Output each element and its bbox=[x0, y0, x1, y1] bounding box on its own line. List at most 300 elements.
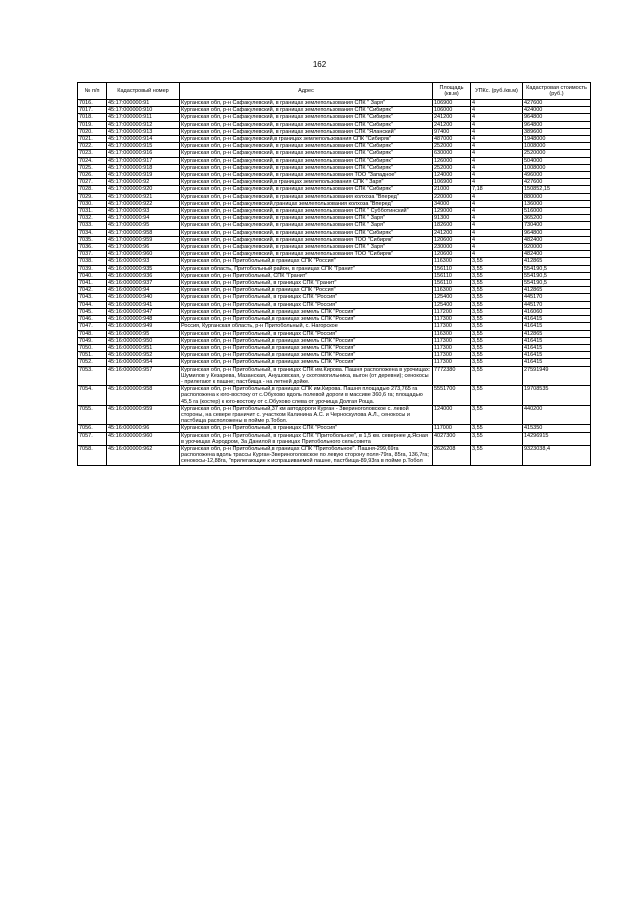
cadastral-cost: 880000 bbox=[523, 193, 591, 200]
row-number: 7021. bbox=[78, 136, 107, 143]
address: Курганская обл, р-н Сафакулевский, в границах землепользования СПК " Заря" bbox=[180, 100, 433, 107]
upks: 4 bbox=[471, 200, 523, 207]
upks: 4 bbox=[471, 150, 523, 157]
cadastral-cost: 554190,5 bbox=[523, 280, 591, 287]
row-number: 7026. bbox=[78, 172, 107, 179]
cadastral-cost: 482400 bbox=[523, 236, 591, 243]
table-row bbox=[78, 308, 591, 315]
upks: 4 bbox=[471, 136, 523, 143]
cadastral-number: 45:16:000000:952 bbox=[107, 352, 180, 359]
cadastral-number: 45:17:000000:960 bbox=[107, 251, 180, 258]
cadastral-cost: 2520000 bbox=[523, 150, 591, 157]
cadastral-cost: 136000 bbox=[523, 200, 591, 207]
cadastral-number: 45:17:000000:910 bbox=[107, 107, 180, 114]
row-number: 7051. bbox=[78, 352, 107, 359]
address: Курганская обл, р-н Сафакулевский, в границах землепользования СПК " Субботинский" bbox=[180, 208, 433, 215]
address: Курганская область, Притобольный район, в границах СПК "Гранит" bbox=[180, 265, 433, 272]
address: Россия, Курганская область, р-н Притобольный, с. Нагорское bbox=[180, 323, 433, 330]
area: 125400 bbox=[433, 301, 471, 308]
cadastral-number: 45:16:000000:936 bbox=[107, 272, 180, 279]
cadastral-number: 45:16:000000:947 bbox=[107, 308, 180, 315]
upks: 4 bbox=[471, 215, 523, 222]
address: Курганская обл, р-н Притобольный, в границах СПК "Россия" bbox=[180, 301, 433, 308]
upks: 4 bbox=[471, 236, 523, 243]
row-number: 7039. bbox=[78, 265, 107, 272]
cadastral-cost: 516000 bbox=[523, 208, 591, 215]
row-number: 7045. bbox=[78, 308, 107, 315]
upks: 4 bbox=[471, 100, 523, 107]
table-row bbox=[78, 179, 591, 186]
area: 117200 bbox=[433, 308, 471, 315]
row-number: 7016. bbox=[78, 100, 107, 107]
cadastral-cost: 412865 bbox=[523, 258, 591, 265]
cadastral-number: 45:16:000000:957 bbox=[107, 366, 180, 386]
header-cadastral-cost: Кадастровая стоимость (руб.) bbox=[523, 83, 591, 100]
row-number: 7044. bbox=[78, 301, 107, 308]
cadastral-number: 45:16:000000:958 bbox=[107, 386, 180, 406]
row-number: 7053. bbox=[78, 366, 107, 386]
row-number: 7029. bbox=[78, 193, 107, 200]
upks: 3,55 bbox=[471, 301, 523, 308]
cadastral-cost: 964800 bbox=[523, 114, 591, 121]
table-row bbox=[78, 200, 591, 207]
row-number: 7032. bbox=[78, 215, 107, 222]
upks: 4 bbox=[471, 164, 523, 171]
cadastral-number: 45:17:000000:916 bbox=[107, 150, 180, 157]
cadastral-number: 45:17:000000:94 bbox=[107, 215, 180, 222]
address: Курганская обл, р-н Сафакулевский, в границах землепользования колхоза "Вперед" bbox=[180, 193, 433, 200]
cadastral-number: 45:17:000000:921 bbox=[107, 193, 180, 200]
address: Курганская обл, р-н Притобольный, в границах СПК "Россия" bbox=[180, 425, 433, 432]
table-row bbox=[78, 344, 591, 351]
table-row bbox=[78, 186, 591, 193]
cadastral-cost: 9323038,4 bbox=[523, 445, 591, 465]
table-row bbox=[78, 236, 591, 243]
address: Курганская обл, р-н Сафакулевский, в границах землепользования СПК "Сибиряк" bbox=[180, 229, 433, 236]
address: Курганская обл, р-н Сафакулевский,границах землепользования колхоза "Вперед" bbox=[180, 200, 433, 207]
upks: 7,18 bbox=[471, 186, 523, 193]
area: 252000 bbox=[433, 164, 471, 171]
cadastral-number: 45:17:000000:915 bbox=[107, 143, 180, 150]
cadastral-cost: 416415 bbox=[523, 359, 591, 366]
upks: 3,55 bbox=[471, 386, 523, 406]
area: 2626208 bbox=[433, 445, 471, 465]
table-row bbox=[78, 294, 591, 301]
row-number: 7018. bbox=[78, 114, 107, 121]
table-row bbox=[78, 157, 591, 164]
row-number: 7040. bbox=[78, 272, 107, 279]
upks: 3,55 bbox=[471, 405, 523, 425]
cadastral-number: 45:16:000000:940 bbox=[107, 294, 180, 301]
row-number: 7030. bbox=[78, 200, 107, 207]
area: 91300 bbox=[433, 215, 471, 222]
row-number: 7050. bbox=[78, 344, 107, 351]
cadastral-cost: 427600 bbox=[523, 100, 591, 107]
cadastral-number: 45:16:000000:94 bbox=[107, 287, 180, 294]
cadastral-cost: 496000 bbox=[523, 172, 591, 179]
address: Курганская обл, р-н Притобольный,в границах земель СПК "Россия" bbox=[180, 344, 433, 351]
row-number: 7049. bbox=[78, 337, 107, 344]
upks: 4 bbox=[471, 157, 523, 164]
row-number: 7019. bbox=[78, 121, 107, 128]
area: 252000 bbox=[433, 143, 471, 150]
upks: 3,55 bbox=[471, 445, 523, 465]
address: Курганская обл, р-н Притобольный,в границах земель СПК "Россия" bbox=[180, 308, 433, 315]
table-row bbox=[78, 425, 591, 432]
address: Курганская обл, р-н Притобольный, СПК "Гранит" bbox=[180, 272, 433, 279]
upks: 4 bbox=[471, 128, 523, 135]
address: Курганская обл, р-н Сафакулевский, в границах землепользования СПК "Сибиряк" bbox=[180, 143, 433, 150]
row-number: 7041. bbox=[78, 280, 107, 287]
upks: 3,55 bbox=[471, 316, 523, 323]
address: Курганская обл, р-н Сафакулевский, в границах землепользования СПК " Заря" bbox=[180, 215, 433, 222]
address: Курганская обл, р-н Сафакулевский, в границах землепользования ТОО "Сибиряк" bbox=[180, 236, 433, 243]
cadastral-number: 45:17:000000:912 bbox=[107, 121, 180, 128]
address: Курганская обл, р-н Притобольный,в границах СПК "Притобольное". Пашня-299,69га расположена вдоль трассы Курган-Звериноголовское по левую сторону поля-79га, 85га, 136,7га; сенокосы-12,88га, "прилегающие к испрашиваемой пашне, пастбища-89,93га в пойме р.Тобол bbox=[180, 445, 433, 465]
cadastral-number: 45:17:000000:913 bbox=[107, 128, 180, 135]
table-row bbox=[78, 172, 591, 179]
upks: 3,55 bbox=[471, 308, 523, 315]
cadastral-cost: 412865 bbox=[523, 287, 591, 294]
upks: 4 bbox=[471, 251, 523, 258]
upks: 3,55 bbox=[471, 352, 523, 359]
area: 220000 bbox=[433, 193, 471, 200]
upks: 4 bbox=[471, 121, 523, 128]
upks: 3,55 bbox=[471, 323, 523, 330]
upks: 3,55 bbox=[471, 432, 523, 445]
upks: 4 bbox=[471, 222, 523, 229]
upks: 4 bbox=[471, 229, 523, 236]
upks: 3,55 bbox=[471, 330, 523, 337]
area: 117300 bbox=[433, 359, 471, 366]
row-number: 7042. bbox=[78, 287, 107, 294]
address: Курганская обл, р-н Сафакулевский, в границах землепользования ТОО "Западное" bbox=[180, 172, 433, 179]
cadastral-number: 45:16:000000:941 bbox=[107, 301, 180, 308]
cadastral-cost: 365200 bbox=[523, 215, 591, 222]
cadastral-cost: 150852,15 bbox=[523, 186, 591, 193]
cadastral-number: 45:17:000000:95 bbox=[107, 222, 180, 229]
area: 126000 bbox=[433, 157, 471, 164]
address: Курганская обл, р-н Сафакулевский, в границах землепользования СПК "Сибиряк" bbox=[180, 186, 433, 193]
upks: 4 bbox=[471, 179, 523, 186]
table-row bbox=[78, 280, 591, 287]
cadastral-cost: 482400 bbox=[523, 251, 591, 258]
address: Курганская обл, р-н Сафакулевский, в границах землепользования СПК " Заря" bbox=[180, 244, 433, 251]
upks: 3,55 bbox=[471, 337, 523, 344]
row-number: 7058. bbox=[78, 445, 107, 465]
address: Курганская обл, р-н Притобольный, в границах СПК "Россия" bbox=[180, 330, 433, 337]
address: Курганская обл, р-н Притобольный,в границах земель СПК "Россия" bbox=[180, 316, 433, 323]
row-number: 7037. bbox=[78, 251, 107, 258]
cadastral-number: 45:17:000000:92 bbox=[107, 179, 180, 186]
cadastral-cost: 416415 bbox=[523, 352, 591, 359]
cadastral-number: 45:16:000000:937 bbox=[107, 280, 180, 287]
table-row bbox=[78, 432, 591, 445]
area: 106900 bbox=[433, 179, 471, 186]
cadastral-cost: 1008000 bbox=[523, 143, 591, 150]
header-address: Адрес bbox=[180, 83, 433, 100]
cadastral-number: 45:16:000000:948 bbox=[107, 316, 180, 323]
address: Курганская обл, р-н Притобольный,в границах СПК им.Кирова. Пашня площадью 273,765 га расположена к юго-востоку от с.Обухово вдоль полевой дороги в массиве 360,6 га; площадью 45,5 га (костер) к юго-востоку от с.Обухово слева от урочища Долгая Роща. bbox=[180, 386, 433, 406]
area: 116300 bbox=[433, 258, 471, 265]
row-number: 7043. bbox=[78, 294, 107, 301]
area: 117300 bbox=[433, 323, 471, 330]
cadastral-cost: 964800 bbox=[523, 121, 591, 128]
area: 117000 bbox=[433, 425, 471, 432]
row-number: 7023. bbox=[78, 150, 107, 157]
upks: 3,55 bbox=[471, 344, 523, 351]
table-row bbox=[78, 352, 591, 359]
header-number: № п/п bbox=[78, 83, 107, 100]
table-row bbox=[78, 366, 591, 386]
area: 7772380 bbox=[433, 366, 471, 386]
row-number: 7055. bbox=[78, 405, 107, 425]
area: 117300 bbox=[433, 352, 471, 359]
area: 156110 bbox=[433, 280, 471, 287]
row-number: 7047. bbox=[78, 323, 107, 330]
header-row bbox=[78, 83, 591, 100]
address: Курганская обл, р-н Притобольный,в границах земель СПК "Россия" bbox=[180, 352, 433, 359]
cadastral-number: 45:16:000000:950 bbox=[107, 337, 180, 344]
upks: 3,55 bbox=[471, 272, 523, 279]
table-row bbox=[78, 301, 591, 308]
cadastral-number: 45:16:000000:954 bbox=[107, 359, 180, 366]
cadastral-number: 45:16:000000:96 bbox=[107, 425, 180, 432]
table-body bbox=[78, 100, 591, 466]
cadastral-number: 45:16:000000:960 bbox=[107, 432, 180, 445]
table-row bbox=[78, 121, 591, 128]
area: 124000 bbox=[433, 172, 471, 179]
upks: 4 bbox=[471, 244, 523, 251]
area: 116300 bbox=[433, 287, 471, 294]
area: 230000 bbox=[433, 244, 471, 251]
address: Курганская обл, р-н Притобольный,в границах СПК "Россия" bbox=[180, 258, 433, 265]
row-number: 7038. bbox=[78, 258, 107, 265]
row-number: 7057. bbox=[78, 432, 107, 445]
table-row bbox=[78, 215, 591, 222]
row-number: 7052. bbox=[78, 359, 107, 366]
table-row bbox=[78, 405, 591, 425]
area: 487000 bbox=[433, 136, 471, 143]
cadastral-number: 45:16:000000:95 bbox=[107, 330, 180, 337]
table-row bbox=[78, 359, 591, 366]
cadastral-cost: 27591949 bbox=[523, 366, 591, 386]
area: 241200 bbox=[433, 114, 471, 121]
area: 117300 bbox=[433, 344, 471, 351]
address: Курганская обл, р-н Сафакулевский, в границах землепользования СПК " Заря" bbox=[180, 222, 433, 229]
area: 129000 bbox=[433, 208, 471, 215]
table-row bbox=[78, 229, 591, 236]
address: Курганская обл, р-н Притобольный, в границах СПК им.Кирова. Пашня расположена в урочищах: Шумилов у Кезарева, Мазанская, Анушовская, у скотомогильника, выгон (от деревни); сенокосы - прилегают к пашне; пастбища - на летней дойке. bbox=[180, 366, 433, 386]
address: Курганская обл, р-н Притобольный, в границах СПК "Россия" bbox=[180, 294, 433, 301]
cadastral-number: 45:17:000000:96 bbox=[107, 244, 180, 251]
area: 124000 bbox=[433, 405, 471, 425]
cadastral-cost: 14296915 bbox=[523, 432, 591, 445]
table-row bbox=[78, 114, 591, 121]
cadastral-number: 45:16:000000:951 bbox=[107, 344, 180, 351]
address: Курганская обл, р-н Притобольный, в границах СПК "Притобольное", в 1,5 км. севернее д.Ясная в урочищах Аэродром, За Данилой в границах Притобольного сельсовета bbox=[180, 432, 433, 445]
row-number: 7056. bbox=[78, 425, 107, 432]
upks: 3,55 bbox=[471, 359, 523, 366]
address: Курганская обл, р-н Сафакулевский, в границах землепользования СПК "Сибиряк" bbox=[180, 114, 433, 121]
area: 117300 bbox=[433, 316, 471, 323]
table-row bbox=[78, 316, 591, 323]
table-row bbox=[78, 323, 591, 330]
area: 120600 bbox=[433, 236, 471, 243]
cadastral-cost: 416415 bbox=[523, 323, 591, 330]
address: Курганская обл, р-н Притобольный, в границах СПК "Гранит" bbox=[180, 280, 433, 287]
table-row bbox=[78, 164, 591, 171]
cadastral-cost: 1948000 bbox=[523, 136, 591, 143]
cadastral-cost: 416415 bbox=[523, 337, 591, 344]
table-row bbox=[78, 445, 591, 465]
cadastral-cost: 19708535 bbox=[523, 386, 591, 406]
address: Курганская обл, р-н Сафакулевский, в границах землепользования СПК "Сибиряк" bbox=[180, 107, 433, 114]
cadastral-cost: 964800 bbox=[523, 229, 591, 236]
table-row bbox=[78, 100, 591, 107]
cadastral-cost: 440200 bbox=[523, 405, 591, 425]
row-number: 7034. bbox=[78, 229, 107, 236]
row-number: 7024. bbox=[78, 157, 107, 164]
address: Курганская обл, р-н Сафакулевский, в границах землепользования ТОО "Сибиряк" bbox=[180, 251, 433, 258]
upks: 3,55 bbox=[471, 258, 523, 265]
area: 182600 bbox=[433, 222, 471, 229]
cadastral-cost: 445170 bbox=[523, 301, 591, 308]
area: 125400 bbox=[433, 294, 471, 301]
row-number: 7022. bbox=[78, 143, 107, 150]
address: Курганская обл, р-н Сафакулевский,в границах землепользования СПК "Сибиряк" bbox=[180, 136, 433, 143]
address: Курганская обл, р-н Сафакулевский, в границах землепользования СПК "Сибиряк" bbox=[180, 157, 433, 164]
table-header bbox=[78, 83, 591, 100]
table-row bbox=[78, 330, 591, 337]
cadastral-number: 45:17:000000:93 bbox=[107, 208, 180, 215]
cadastral-cost: 554190,5 bbox=[523, 272, 591, 279]
cadastral-cost: 427600 bbox=[523, 179, 591, 186]
cadastral-cost: 1008000 bbox=[523, 164, 591, 171]
upks: 4 bbox=[471, 172, 523, 179]
table-row bbox=[78, 337, 591, 344]
cadastral-number: 45:16:000000:935 bbox=[107, 265, 180, 272]
upks: 3,55 bbox=[471, 287, 523, 294]
upks: 4 bbox=[471, 208, 523, 215]
cadastral-number: 45:17:000000:914 bbox=[107, 136, 180, 143]
table-row bbox=[78, 193, 591, 200]
table-row bbox=[78, 128, 591, 135]
cadastral-cost: 415350 bbox=[523, 425, 591, 432]
cadastral-number: 45:17:000000:918 bbox=[107, 164, 180, 171]
header-cadastral-number: Кадастровый номер bbox=[107, 83, 180, 100]
area: 21000 bbox=[433, 186, 471, 193]
cadastral-table bbox=[77, 82, 591, 466]
header-area: Площадь (кв.м) bbox=[433, 83, 471, 100]
address: Курганская обл, р-н Притобольный,в границах земель СПК "Россия" bbox=[180, 359, 433, 366]
cadastral-number: 45:17:000000:91 bbox=[107, 100, 180, 107]
table-row bbox=[78, 244, 591, 251]
upks: 3,55 bbox=[471, 425, 523, 432]
area: 4027300 bbox=[433, 432, 471, 445]
cadastral-number: 45:17:000000:920 bbox=[107, 186, 180, 193]
upks: 4 bbox=[471, 143, 523, 150]
header-upks: УПКс. (руб./кв.м) bbox=[471, 83, 523, 100]
page-number: 162 bbox=[312, 60, 327, 69]
cadastral-cost: 730400 bbox=[523, 222, 591, 229]
row-number: 7028. bbox=[78, 186, 107, 193]
row-number: 7031. bbox=[78, 208, 107, 215]
upks: 4 bbox=[471, 114, 523, 121]
area: 241200 bbox=[433, 229, 471, 236]
area: 241200 bbox=[433, 121, 471, 128]
cadastral-cost: 416415 bbox=[523, 344, 591, 351]
cadastral-number: 45:17:000000:958 bbox=[107, 229, 180, 236]
area: 106000 bbox=[433, 107, 471, 114]
upks: 4 bbox=[471, 193, 523, 200]
row-number: 7046. bbox=[78, 316, 107, 323]
row-number: 7036. bbox=[78, 244, 107, 251]
address: Курганская обл, р-н Притобольный,в границах СПК "Россия" bbox=[180, 287, 433, 294]
table-row bbox=[78, 143, 591, 150]
address: Курганская обл, р-н Сафакулевский,в границах землепользования СПК " Заря" bbox=[180, 179, 433, 186]
cadastral-number: 45:17:000000:911 bbox=[107, 114, 180, 121]
area: 34000 bbox=[433, 200, 471, 207]
area: 106900 bbox=[433, 100, 471, 107]
cadastral-cost: 445170 bbox=[523, 294, 591, 301]
cadastral-number: 45:16:000000:962 bbox=[107, 445, 180, 465]
upks: 4 bbox=[471, 107, 523, 114]
cadastral-number: 45:16:000000:959 bbox=[107, 405, 180, 425]
table-row bbox=[78, 222, 591, 229]
row-number: 7020. bbox=[78, 128, 107, 135]
row-number: 7025. bbox=[78, 164, 107, 171]
row-number: 7017. bbox=[78, 107, 107, 114]
cadastral-cost: 416060 bbox=[523, 308, 591, 315]
table-row bbox=[78, 251, 591, 258]
area: 156110 bbox=[433, 272, 471, 279]
address: Курганская обл, р-н Сафакулевский, в границах землепользования СПК "Сибиряк" bbox=[180, 164, 433, 171]
cadastral-cost: 920000 bbox=[523, 244, 591, 251]
cadastral-number: 45:17:000000:919 bbox=[107, 172, 180, 179]
upks: 3,55 bbox=[471, 366, 523, 386]
upks: 3,55 bbox=[471, 294, 523, 301]
cadastral-cost: 389600 bbox=[523, 128, 591, 135]
table-row bbox=[78, 136, 591, 143]
cadastral-cost: 554190,5 bbox=[523, 265, 591, 272]
cadastral-number: 45:17:000000:959 bbox=[107, 236, 180, 243]
table-row bbox=[78, 265, 591, 272]
table-row bbox=[78, 208, 591, 215]
table-row bbox=[78, 150, 591, 157]
address: Курганская обл, р-н Притобольный,37 км автодороги Курган - Звериноголовское с. левой стороны, на севере граничит с. участком Калинина А.С. и Черноскулова А.Л., сенокосы и пастбища расположены в пойме р.Тобол. bbox=[180, 405, 433, 425]
row-number: 7033. bbox=[78, 222, 107, 229]
area: 630000 bbox=[433, 150, 471, 157]
upks: 3,55 bbox=[471, 265, 523, 272]
table-row bbox=[78, 287, 591, 294]
row-number: 7035. bbox=[78, 236, 107, 243]
address: Курганская обл, р-н Сафакулевский, в границах землепользования СПК "Сибиряк" bbox=[180, 150, 433, 157]
table-row bbox=[78, 272, 591, 279]
cadastral-cost: 424000 bbox=[523, 107, 591, 114]
cadastral-number: 45:17:000000:922 bbox=[107, 200, 180, 207]
table-row bbox=[78, 107, 591, 114]
area: 120600 bbox=[433, 251, 471, 258]
cadastral-number: 45:16:000000:93 bbox=[107, 258, 180, 265]
table-row bbox=[78, 258, 591, 265]
area: 117300 bbox=[433, 337, 471, 344]
upks: 3,55 bbox=[471, 280, 523, 287]
area: 5551700 bbox=[433, 386, 471, 406]
cadastral-number: 45:17:000000:917 bbox=[107, 157, 180, 164]
row-number: 7054. bbox=[78, 386, 107, 406]
address: Курганская обл, р-н Притобольный,в границах земель СПК "Россия" bbox=[180, 337, 433, 344]
